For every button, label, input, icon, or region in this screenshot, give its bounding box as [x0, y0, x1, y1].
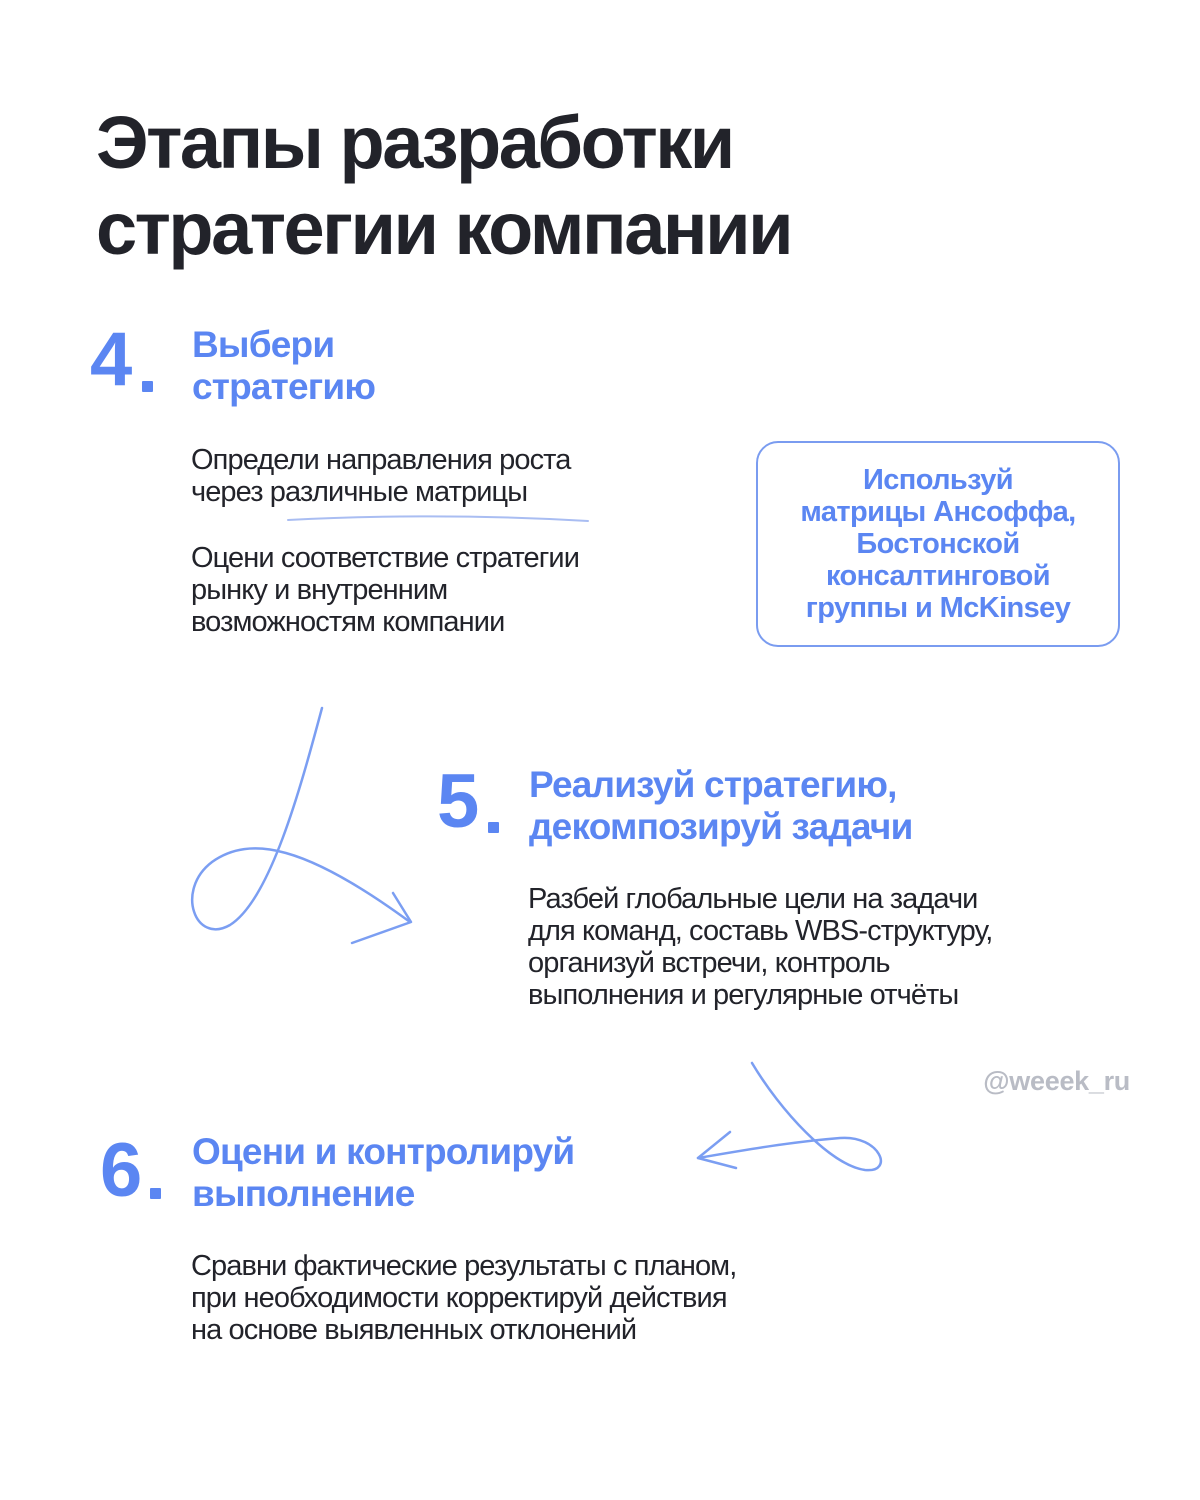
- step-6-paragraph-1-line-3: на основе выявленных отклонений: [191, 1314, 637, 1346]
- tip-box: [756, 441, 1120, 647]
- step-6-number: 6: [100, 1128, 141, 1213]
- step-5-paragraph-1: [528, 883, 992, 1011]
- step-6-title-line-2: выполнение: [192, 1173, 415, 1214]
- step-6-title-line-1: Оцени и контролируй: [192, 1131, 575, 1172]
- tip-line-1: Используй: [863, 464, 1013, 496]
- step-4-paragraph-2-line-1: Оцени соответствие стратегии: [191, 542, 580, 574]
- step-4-title-line-1: Выбери: [192, 324, 335, 365]
- tip-line-3: Бостонской: [856, 528, 1020, 560]
- step-5-title-line-2: декомпозируй задачи: [529, 806, 913, 847]
- step-5-paragraph-1-line-2: для команд, составь WBS-структуру,: [528, 915, 993, 947]
- loop-arrow-to-step-5: [192, 708, 410, 929]
- page-title-line-1: Этапы разработки: [96, 101, 733, 184]
- step-4-paragraph-2-line-2: рынку и внутренним: [191, 574, 448, 606]
- step-6-paragraph-1-line-1: Сравни фактические результаты с планом,: [191, 1250, 737, 1282]
- step-4-paragraph-1-line-1: Определи направления роста: [191, 444, 571, 476]
- page-title-line-2: стратегии компании: [96, 187, 792, 270]
- step-6-title: [192, 1131, 574, 1215]
- step-4-paragraph-1-line-2: через различные матрицы: [191, 476, 528, 508]
- step-4-title-line-2: стратегию: [192, 366, 376, 407]
- tip-line-5: группы и McKinsey: [805, 592, 1071, 624]
- step-5-number: 5: [437, 759, 478, 844]
- step-6-dot: [150, 1188, 161, 1199]
- step-4-paragraph-1: [191, 444, 570, 508]
- page-title: [96, 100, 1096, 272]
- step-5-title: [529, 764, 913, 848]
- step-4-dot: [142, 381, 153, 392]
- step-6-paragraph-1: [191, 1250, 736, 1346]
- tip-line-2: матрицы Ансоффа,: [800, 496, 1076, 528]
- step-6-paragraph-1-line-2: при необходимости корректируй действия: [191, 1282, 727, 1314]
- step-4-number: 4: [90, 317, 131, 402]
- loop-arrow-head-6: [698, 1132, 736, 1168]
- loop-arrow-to-step-6: [698, 1063, 881, 1170]
- tip-line-4: консалтинговой: [826, 560, 1050, 592]
- step-4-paragraph-2: [191, 542, 579, 638]
- step-5-paragraph-1-line-1: Разбей глобальные цели на задачи: [528, 883, 978, 915]
- step-4-title: [192, 324, 375, 408]
- step-5-dot: [488, 822, 499, 833]
- loop-arrow-head-5: [352, 893, 411, 943]
- step-5-paragraph-1-line-4: выполнения и регулярные отчёты: [528, 979, 959, 1011]
- social-handle: @weeek_ru: [983, 1066, 1130, 1096]
- underline-stroke: [288, 516, 588, 521]
- step-5-title-line-1: Реализуй стратегию,: [529, 764, 897, 805]
- step-5-paragraph-1-line-3: организуй встречи, контроль: [528, 947, 890, 979]
- step-4-paragraph-2-line-3: возможностям компании: [191, 606, 505, 638]
